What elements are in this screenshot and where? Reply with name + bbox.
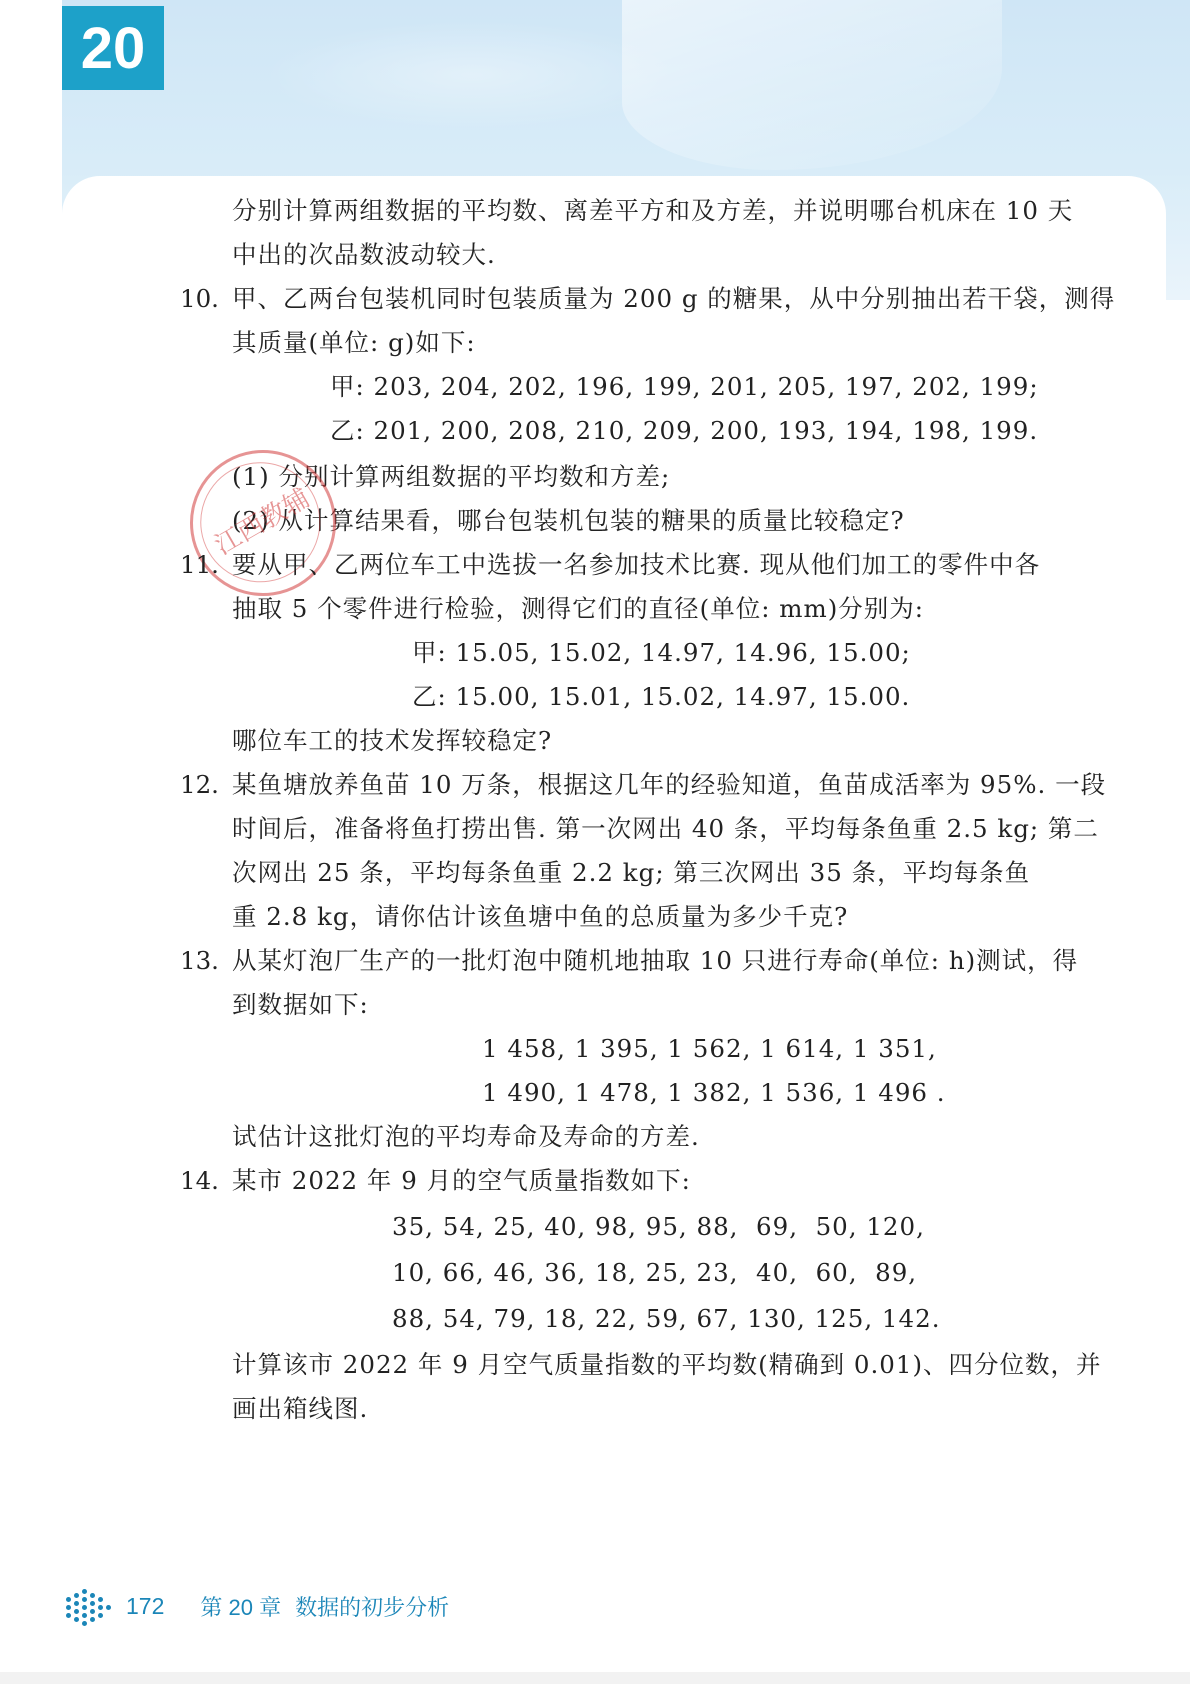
problem-14-line-1: 某市 2022 年 9 月的空气质量指数如下: — [232, 1166, 691, 1195]
footer-chapter: 第 20 章 — [200, 1594, 282, 1620]
bottom-strip — [0, 1672, 1190, 1684]
problem-12-line-2: 时间后，准备将鱼打捞出售. 第一次网出 40 条，平均每条鱼重 2.5 kg; 第二 — [232, 814, 1099, 843]
problem-13-number: 13. — [180, 946, 219, 975]
problem-13-data-2: 1 490, 1 478, 1 382, 1 536, 1 496 . — [482, 1078, 946, 1107]
problem-12-line-4: 重 2.8 kg，请你估计该鱼塘中鱼的总质量为多少千克? — [232, 902, 849, 931]
problem-10-line-1: 甲、乙两台包装机同时包装质量为 200 g 的糖果，从中分别抽出若干袋，测得 — [232, 284, 1116, 313]
problem-10-sub-2: (2) 从计算结果看，哪台包装机包装的糖果的质量比较稳定? — [232, 506, 905, 535]
header-glow — [262, 20, 682, 130]
header-wave — [622, 0, 1002, 170]
problem-11-number: 11. — [180, 550, 219, 579]
problem-14-line-3: 画出箱线图. — [232, 1394, 369, 1423]
problem-13-data-1: 1 458, 1 395, 1 562, 1 614, 1 351, — [482, 1034, 937, 1063]
intro-line-2: 中出的次品数波动较大. — [232, 240, 496, 269]
problem-10-sub-1: (1) 分别计算两组数据的平均数和方差; — [232, 462, 671, 491]
problem-14-data-2: 10, 66, 46, 36, 18, 25, 23, 40, 60, 89, — [392, 1258, 918, 1287]
problem-11-data-jia: 甲: 15.05, 15.02, 14.97, 14.96, 15.00; — [412, 638, 911, 667]
problem-14-line-2: 计算该市 2022 年 9 月空气质量指数的平均数(精确到 0.01)、四分位数，并 — [232, 1350, 1102, 1379]
page-footer — [66, 1586, 449, 1626]
problem-14-data-3: 88, 54, 79, 18, 22, 59, 67, 130, 125, 142. — [392, 1304, 941, 1333]
problem-14-data-1: 35, 54, 25, 40, 98, 95, 88, 69, 50, 120, — [392, 1212, 925, 1241]
problem-11-line-1: 要从甲、乙两位车工中选拔一名参加技术比赛. 现从他们加工的零件中各 — [232, 550, 1041, 579]
intro-line-1: 分别计算两组数据的平均数、离差平方和及方差，并说明哪台机床在 10 天 — [232, 196, 1074, 225]
problem-10-data-jia: 甲: 203, 204, 202, 196, 199, 201, 205, 197, 202, 199; — [330, 372, 1039, 401]
problem-11-line-3: 哪位车工的技术发挥较稳定? — [232, 726, 553, 755]
chapter-badge: 20 — [62, 6, 164, 90]
problem-11-data-yi: 乙: 15.00, 15.01, 15.02, 14.97, 15.00. — [412, 682, 911, 711]
problem-10-data-yi: 乙: 201, 200, 208, 210, 209, 200, 193, 194, 198, 199. — [330, 416, 1039, 445]
page-number: 172 — [126, 1592, 165, 1619]
problem-12-number: 12. — [180, 770, 219, 799]
problem-10-number: 10. — [180, 284, 219, 313]
problem-14-number: 14. — [180, 1166, 219, 1195]
problem-11-line-2: 抽取 5 个零件进行检验，测得它们的直径(单位: mm)分别为: — [232, 594, 925, 623]
problem-13-line-1: 从某灯泡厂生产的一批灯泡中随机地抽取 10 只进行寿命(单位: h)测试，得 — [232, 946, 1079, 975]
problem-12-line-3: 次网出 25 条，平均每条鱼重 2.2 kg; 第三次网出 35 条，平均每条鱼 — [232, 858, 1031, 887]
problem-13-line-2: 到数据如下: — [232, 990, 369, 1019]
problem-10-line-2: 其质量(单位: g)如下: — [232, 328, 476, 357]
problem-12-line-1: 某鱼塘放养鱼苗 10 万条，根据这几年的经验知道，鱼苗成活率为 95%. 一段 — [232, 770, 1107, 799]
problem-13-line-3: 试估计这批灯泡的平均寿命及寿命的方差. — [232, 1122, 700, 1151]
stamp-text: 江西教辅 — [209, 483, 316, 562]
footer-chapter-title: 数据的初步分析 — [295, 1594, 450, 1620]
dot-grid-icon — [66, 1589, 112, 1623]
